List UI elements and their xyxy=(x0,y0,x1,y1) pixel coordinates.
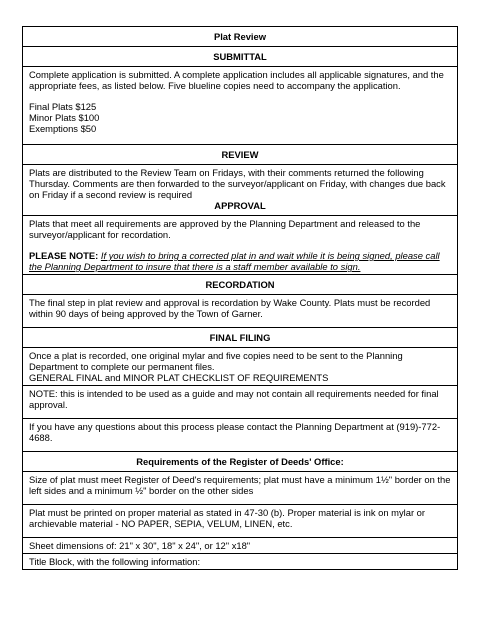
contact-text: If you have any questions about this process please contact the Planning Department at (919)-772-4688. xyxy=(29,421,441,443)
note-body: If you wish to bring a corrected plat in and wait while it is being signed, please call the Planning Department to insure that there is a staff member available to sign. xyxy=(29,250,440,272)
note-lead: PLEASE NOTE: xyxy=(29,250,99,261)
contact-section xyxy=(23,419,457,452)
final-filing-section xyxy=(23,348,457,386)
review-heading: REVIEW xyxy=(23,145,457,165)
final-filing-text: Once a plat is recorded, one original mylar and five copies need to be sent to the Planning Department to complete our permanent files. xyxy=(29,350,403,372)
register-sheet-section xyxy=(23,538,457,554)
register-title-block-text: Title Block, with the following information: xyxy=(29,556,201,567)
approval-note xyxy=(29,250,451,272)
recordation-text: The final step in plat review and approval is recordation by Wake County. Plats must be recorded within 90 days of being approved by the Town of Garner. xyxy=(29,297,431,319)
checklist-title: GENERAL FINAL and MINOR PLAT CHECKLIST OF REQUIREMENTS xyxy=(29,372,329,383)
register-material-section xyxy=(23,505,457,538)
submittal-text: Complete application is submitted. A complete application includes all applicable signatures, and the appropriate fees, as listed below. Five blueline copies need to accompany the application. xyxy=(29,69,444,91)
register-title-block-section xyxy=(23,554,457,570)
review-section xyxy=(23,165,457,200)
register-heading: Requirements of the Register of Deeds' Office: xyxy=(23,452,457,472)
fee-exemptions: Exemptions $50 xyxy=(29,123,97,134)
fee-final-plats: Final Plats $125 xyxy=(29,101,97,112)
plat-review-table xyxy=(22,26,458,570)
approval-text: Plats that meet all requirements are approved by the Planning Department and released to the surveyor/applicant for recordation. xyxy=(29,218,421,240)
submittal-section xyxy=(23,67,457,145)
document-title: Plat Review xyxy=(23,27,457,47)
recordation-section xyxy=(23,295,457,328)
fee-minor-plats: Minor Plats $100 xyxy=(29,112,100,123)
approval-section xyxy=(23,216,457,275)
note-section xyxy=(23,386,457,419)
final-filing-heading: FINAL FILING xyxy=(23,328,457,348)
register-size-section xyxy=(23,472,457,505)
submittal-heading: SUBMITTAL xyxy=(23,47,457,67)
register-material-text: Plat must be printed on proper material as stated in 47-30 (b). Proper material is ink on mylar or archievable material - NO PAPER, SEPIA, VELUM, LINEN, etc. xyxy=(29,507,426,529)
recordation-heading: RECORDATION xyxy=(23,275,457,295)
approval-heading: APPROVAL xyxy=(23,200,457,216)
register-size-text: Size of plat must meet Register of Deed's requirements; plat must have a minimum 1½" border on the left sides and a minimum ½" border on the other sides xyxy=(29,474,451,496)
review-text: Plats are distributed to the Review Team on Fridays, with their comments returned the following Thursday. Comments are then forwarded to the surveyor/applicant on Friday, with changes due back on Friday if a second review is required xyxy=(29,167,446,200)
note-text: NOTE: this is intended to be used as a guide and may not contain all requirements needed for final approval. xyxy=(29,388,439,410)
register-sheet-text: Sheet dimensions of: 21" x 30", 18" x 24", or 12" x18" xyxy=(29,540,251,551)
